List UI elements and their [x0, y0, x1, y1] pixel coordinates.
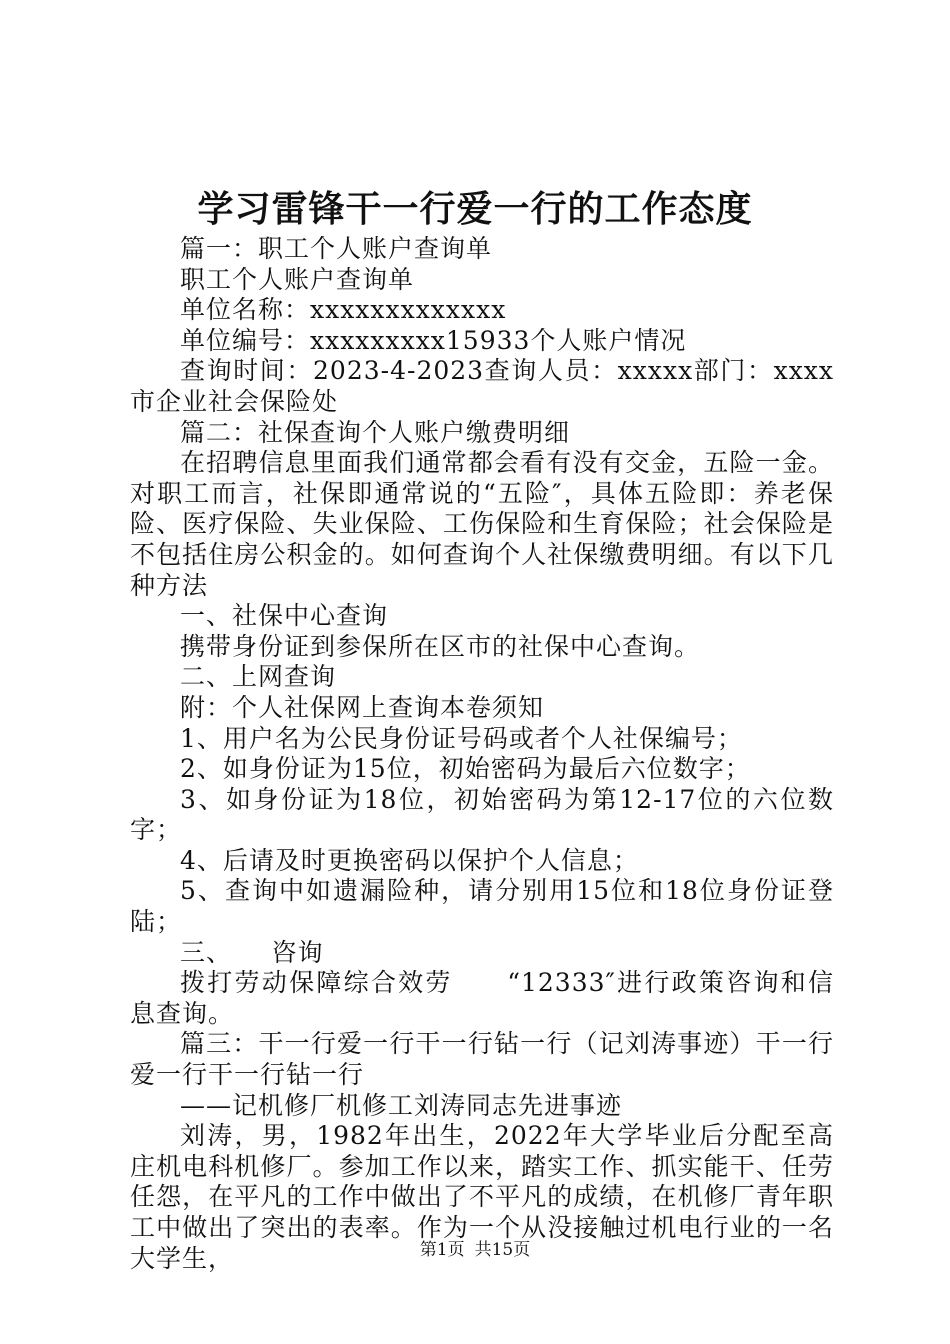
- paragraph: 单位编号：xxxxxxxxx15933个人账户情况: [180, 325, 687, 355]
- paragraph: 附：个人社保网上查询本卷须知: [180, 692, 545, 722]
- paragraph: 查询时间：2023-4-2023查询人员：xxxxx部门：xxxx市企业社会保险处: [130, 356, 834, 416]
- page-total: 共15页: [474, 1240, 531, 1260]
- paragraph: 三、 咨询: [180, 937, 324, 967]
- page-footer: [0, 1238, 950, 1262]
- document-body: [130, 234, 834, 1274]
- paragraph: 5、查询中如遗漏险种，请分别用15位和18位身份证登陆；: [130, 876, 834, 937]
- paragraph: 携带身份证到参保所在区市的社保中心查询。: [180, 631, 701, 661]
- paragraph: 1、用户名为公民身份证号码或者个人社保编号；: [180, 723, 743, 753]
- paragraph: 一、社保中心查询: [180, 601, 389, 631]
- paragraph: 在招聘信息里面我们通常都会看有没有交金，五险一金。对职工而言，社保即通常说的“五险″，具体五险即：养老保险、医疗保险、失业保险、工伤保险和生育保险；社会保险是不包括住房公积金的。如何查询个人社保缴费明细。有以下几种方法: [130, 448, 834, 600]
- document-title: 学习雷锋干一行爱一行的工作态度: [197, 188, 753, 230]
- paragraph: ——记机修厂机修工刘涛同志先进事迹: [180, 1090, 623, 1120]
- paragraph: 二、上网查询: [180, 662, 337, 692]
- paragraph: 2、如身份证为15位，初始密码为最后六位数字；: [180, 754, 751, 784]
- paragraph: 篇一：职工个人账户查询单: [180, 234, 493, 263]
- paragraph: 3、如身份证为18位，初始密码为第12-17位的六位数字；: [130, 784, 834, 845]
- paragraph: 篇二：社保查询个人账户缴费明细: [180, 417, 571, 447]
- page-number: 第1页: [419, 1240, 465, 1260]
- paragraph: 单位名称：xxxxxxxxxxxxx: [180, 295, 507, 325]
- paragraph: 篇三：干一行爱一行干一行钻一行（记刘涛事迹）干一行爱一行干一行钻一行: [130, 1029, 834, 1090]
- paragraph: 职工个人账户查询单: [180, 264, 415, 294]
- paragraph: 刘涛，男，1982年出生，2022年大学毕业后分配至高庄机电科机修厂。参加工作以来，踏实工作、抓实能干、任劳任怨，在平凡的工作中做出了不平凡的成绩，在机修厂青年职工中做出了突出的表率。作为一个从没接触过机电行业的一名大学生，: [130, 1121, 834, 1273]
- paragraph: 拨打劳动保障综合效劳 “12333″进行政策咨询和信息查询。: [130, 968, 834, 1028]
- paragraph: 4、后请及时更换密码以保护个人信息；: [180, 845, 639, 875]
